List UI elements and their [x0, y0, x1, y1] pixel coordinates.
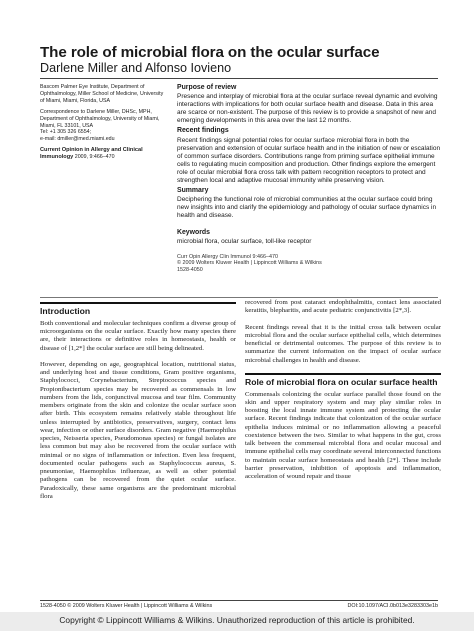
- footer-issn: 1528-4050 © 2009 Wolters Kluwer Health | Lippincott Williams & Wilkins: [40, 603, 213, 609]
- right-paragraph-1: recovered from post cataract endophthalmitis, contact lens associated keratitis, blepharitis, and acute pediatric conjunctivitis [2*,3].: [245, 299, 441, 315]
- role-paragraph-1: Commensals colonizing the ocular surface parallel those found on the skin and upper respiratory system and may play similar roles in boosting the local innate immune system and protecting the ocular surface. Recent findings indicate that colonization of the ocular surface epithelia induces minimal or no inflammation allowing a peaceful coexistence between the two. Similar to what happens in the gut, cross talk between the commensal microbial flora and ocular mucosal and immune epithelial cells may coordinate several interconnected functions to maintain ocular surface homeostasis and health [2*]. These include barrier preservation, inhibition of apoptosis and inflammation, acceleration of wound repair and tissue: [245, 390, 441, 481]
- body-column-right: [245, 299, 441, 481]
- section-rule: [40, 302, 236, 304]
- author-metadata: [40, 84, 168, 165]
- citation-line-1: Curr Opin Allergy Clin Immunol 9:466–470: [177, 253, 278, 260]
- affiliation: Bascom Palmer Eye Institute, Department of Ophthalmology, Miller School of Medicine, University of Miami, Miami, Florida, USA: [40, 84, 164, 104]
- intro-paragraph-1: Both conventional and molecular techniques confirm a diverse group of microorganisms on the ocular surface. Exactly how many species there are, their interactions or definitive roles in homeostasis, health or disease of [1,2*] the ocular surface are still being delineated.: [40, 319, 236, 352]
- copyright-notice: Copyright © Lippincott Williams & Wilkins. Unauthorized reproduction of this article is prohibited.: [59, 615, 415, 625]
- correspondence: [40, 109, 168, 144]
- citation-line-2: © 2009 Wolters Kluwer Health | Lippincott Williams & Wilkins: [177, 260, 322, 267]
- correspondence-email[interactable]: e-mail: dmiller@med.miami.edu: [40, 136, 115, 143]
- role-heading: Role of microbial flora on ocular surface health: [245, 376, 438, 387]
- findings-heading: Recent findings: [177, 127, 229, 135]
- keywords-heading: Keywords: [177, 228, 210, 236]
- abstract-divider: [40, 297, 438, 298]
- footer-divider: [40, 600, 438, 601]
- intro-paragraph-2: However, depending on age, geographical location, nutritional status, and underlying host and tissue conditions, Gram positive organisms, Staphylococci, Corynebacterium, Streptococcus species and Propionibacterium species may be recovered as commensals in low numbers from the lids, conjunctival mucosa and tear film. Community members originate from the skin and colonize the ocular surface soon after birth. This ecosystem remains relatively stable throughout life unless interrupted by antibiotics, preservatives, surgery, contact lens wear, infection or other surface disorders. Gram negative (Haemophilus species, Neisseria species, Pseudomonas species) or fungal isolates are less common but may also be recovered from the ocular surface with minimal or no signs of inflammation or infection. Even less frequent, documented ocular pathogens such as Staphylococcus aureus, S. pneumoniae, Haemophilus influenzae, as well as other potential pathogens can be recovered from the quiet ocular surface. Paradoxically, these same organisms are the predominant microbial flora: [40, 360, 236, 500]
- summary-text: Deciphering the functional role of microbial communities at the ocular surface could bring new insights into and clarify the epidemiology and pathology of ocular surface dynamics in health and disease.: [177, 196, 437, 220]
- right-paragraph-2: Recent findings reveal that it is the initial cross talk between ocular microbial flora and the ocular surface epithelial cells, which determines beneficial or detrimental outcomes. The purpose of this review is to summarize the current information on the impact of ocular surface microbial challenges in health and disease.: [245, 323, 441, 364]
- findings-text: Recent findings signal potential roles for ocular surface microbial flora in both the preservation and extension of ocular surface health and in the initiation of new or escalation of common surface disorders. Contributions range from priming surface epithelial immune cells to regulating mucin composition and production. Other findings explore the emergent role of ocular microbial flora cross talk with pattern recognition receptors to protect and strengthen local and adaptive mucosal immunity while preserving vision.: [177, 136, 441, 185]
- purpose-text: Presence and interplay of microbial flora at the ocular surface reveal dynamic and evolving interactions with implications for both ocular surface health and disease. Data in this area are scarce or non-existent. The purpose of this review is to provide a snapshot of new and emerging developments in this area over the last 12 months.: [177, 93, 438, 125]
- body-column-left: [40, 302, 236, 501]
- header-divider: [40, 78, 438, 79]
- article-authors: Darlene Miller and Alfonso Iovieno: [40, 61, 232, 75]
- journal-reference: [40, 147, 168, 161]
- section-rule: [245, 373, 441, 375]
- introduction-heading: Introduction: [40, 306, 91, 316]
- correspondence-text: Correspondence to Darlene Miller, DHSc, MPH, Department of Ophthalmology, University of Miami, Miami, FL 33101, USA: [40, 108, 160, 129]
- abstract: [177, 84, 441, 273]
- summary-heading: Summary: [177, 187, 209, 195]
- citation-line-3: 1528-4050: [177, 266, 203, 273]
- article-title: The role of microbial flora on the ocular surface: [40, 44, 380, 61]
- footer-doi[interactable]: DOI:10.1097/ACI.0b013e3283303e1b: [347, 603, 438, 609]
- correspondence-tel: Tel: +1 305 326 6554;: [40, 129, 92, 136]
- keywords-text: microbial flora, ocular surface, toll-like receptor: [177, 237, 312, 245]
- purpose-heading: Purpose of review: [177, 84, 237, 91]
- journal-name: Current Opinion in Allergy and Clinical Immunology: [40, 147, 143, 161]
- journal-ref: 2009, 9:466–470: [74, 154, 115, 161]
